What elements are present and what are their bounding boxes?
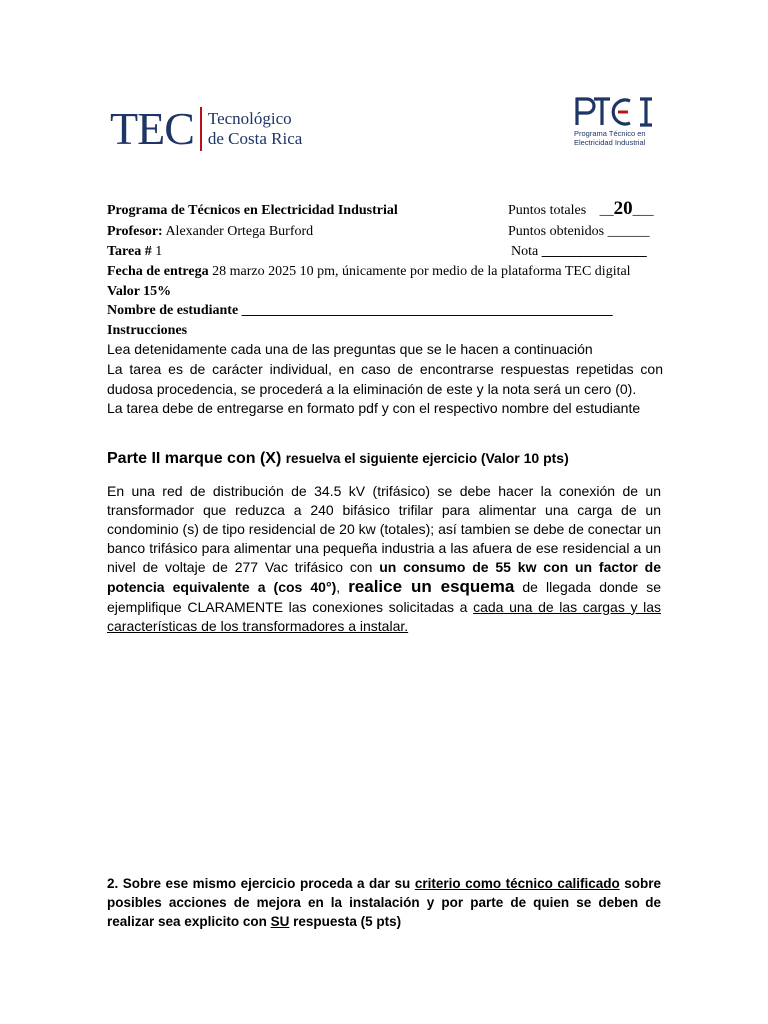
part2-body-2: un consumo de 55 kw con un factor de potencia equivalente a (cos 40°) — [107, 559, 661, 596]
instruction-2: La tarea es de carácter individual, en caso de encontrarse respuestas repetidas con dudosa procedencia, se procederá a la eliminación de este y la nota será un cero (0). — [107, 361, 663, 397]
part2-body-3: , — [336, 579, 349, 596]
fecha-value: 28 marzo 2025 10 pm, únicamente por medio de la plataforma TEC digital — [208, 264, 631, 279]
tec-logo-text — [208, 109, 302, 149]
puntos-totales-label: Puntos totales — [508, 203, 587, 218]
part2-body-4: realice un esquema — [348, 577, 515, 597]
tec-logo-abbr: TEC — [110, 103, 194, 154]
question-2-b: criterio como técnico calificado — [414, 876, 620, 891]
nombre-text: Nombre de estudiante _____________________________________________________ — [107, 303, 613, 318]
valor-text: Valor 15% — [107, 284, 172, 299]
nombre-line — [107, 302, 613, 320]
question-2-a: 2. Sobre ese mismo ejercicio proceda a dar su — [107, 876, 415, 891]
program-line — [107, 202, 398, 220]
tarea-value: 1 — [151, 244, 163, 259]
ptei-logo — [574, 95, 664, 147]
tec-logo-line1: Tecnológico — [207, 109, 292, 128]
part2-title-c: (Valor 10 pts) — [480, 450, 569, 466]
puntos-obtenidos: Puntos obtenidos ______ — [508, 224, 650, 239]
instruction-1: Lea detenidamente cada una de las preguntas que se le hacen a continuación — [107, 341, 593, 357]
tec-logo-divider — [200, 107, 202, 151]
profesor-value: Alexander Ortega Burford — [162, 224, 314, 239]
question-2-e: respuesta (5 pts) — [289, 914, 402, 929]
question-2-c: sobre posibles acciones de mejora en la instalación y por parte de quien se deben de realizar sea explicito con — [107, 876, 661, 929]
part2-title-a: Parte II marque con (X) — [107, 450, 286, 467]
part2-body-6: cada una de las cargas y las características de los transformadores a instalar. — [107, 598, 661, 634]
part2-body-5: de llegada donde se ejemplifique CLARAMENTE las conexiones solicitadas a — [107, 579, 661, 615]
part2-body — [107, 482, 661, 636]
tec-logo — [110, 103, 302, 155]
instrucciones-title: Instrucciones — [107, 323, 188, 338]
puntos-totales-blank-post: ___ — [632, 203, 654, 218]
ptei-logo-line2: Electricidad Industrial — [574, 138, 646, 147]
ptei-logo-caption — [574, 129, 664, 147]
puntos-totales-blank-pre: __ — [599, 203, 614, 218]
fecha-line — [107, 263, 631, 281]
profesor-line — [107, 223, 313, 241]
tarea-line — [107, 243, 162, 261]
nota-blank: _______________ — [541, 244, 647, 259]
nota-label: Nota — [511, 244, 542, 259]
part2-body-1: En una red de distribución de 34.5 kV (trifásico) se debe hacer la conexión de un transformador que reduzca a 240 bifásico trifilar para alimentar una carga de un condominio (s) de tipo residencial de 20 kw (totales); así tambien se debe de conectar un banco trifásico para alimentar una pequeña industria a las afuera de ese residencial a un nivel de voltaje de 277 Vac trifásico con — [107, 483, 661, 576]
valor-line — [107, 283, 171, 301]
profesor-label: Profesor: — [107, 224, 163, 239]
question-2 — [107, 874, 661, 931]
ptei-logo-mark — [574, 95, 656, 127]
part2-title-b: resuelva el siguiente ejercicio — [285, 451, 481, 466]
question-2-d: SU — [270, 914, 290, 929]
part2-title — [107, 450, 569, 468]
program-title: Programa de Técnicos en Electricidad Industrial — [107, 203, 398, 218]
instruction-3: La tarea debe de entregarse en formato pdf y con el respectivo nombre del estudiante — [107, 400, 641, 416]
tec-logo-line2: de Costa Rica — [207, 129, 303, 148]
tarea-label: Tarea # — [107, 244, 152, 259]
puntos-totales — [508, 200, 654, 220]
instrucciones-line — [107, 322, 187, 340]
ptei-logo-line1: Programa Técnico en — [574, 129, 646, 138]
puntos-totales-value: 20 — [613, 198, 633, 219]
nota — [511, 243, 647, 261]
fecha-label: Fecha de entrega — [107, 264, 209, 279]
